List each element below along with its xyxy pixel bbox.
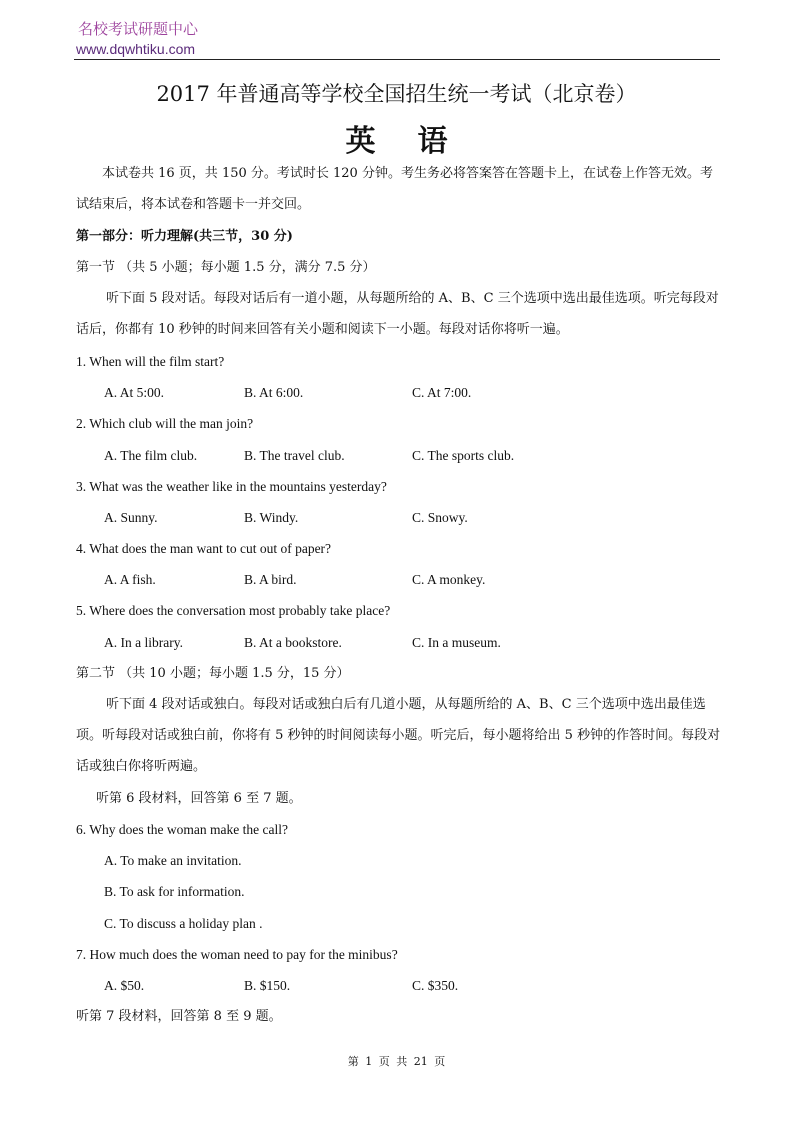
option-a: A. The film club.	[104, 448, 198, 463]
option-b: B. A bird.	[244, 572, 297, 587]
question-4: 4. What does the man want to cut out of paper?	[76, 541, 332, 556]
section1-directions: 听下面 5 段对话。每段对话后有一道小题，从每题所给的 A、B、C 三个选项中选出最佳选项。听完每段对话后，你都有 10 秒钟的时间来回答有关小题和阅读下一小题。每段对话你将听一遍。	[76, 291, 719, 337]
option-b: B. At a bookstore.	[244, 635, 342, 650]
option-c: C. At 7:00.	[412, 385, 472, 400]
material-7-note: 听第 7 段材料，回答第 8 至 9 题。	[76, 1009, 282, 1024]
option-c: C. Snowy.	[412, 510, 468, 525]
option-c: C. To discuss a holiday plan .	[104, 916, 263, 931]
option-c: C. $350.	[412, 978, 459, 993]
option-a: A. Sunny.	[104, 510, 158, 525]
question-3: 3. What was the weather like in the mountains yesterday?	[76, 479, 387, 494]
option-c: C. The sports club.	[412, 448, 515, 463]
option-b: B. Windy.	[244, 510, 299, 525]
question-6-option-b	[104, 883, 704, 901]
question-3-options	[104, 509, 704, 527]
option-a: A. $50.	[104, 978, 145, 993]
section2-directions: 听下面 4 段对话或独白。每段对话或独白后有几道小题，从每题所给的 A、B、C 三个选项中选出最佳选项。听每段对话或独白前，你将有 5 秒钟的时间阅读每小题。听完后，每小题将给出 5 秒钟的作答时间。每段对话或独白你将听两遍。	[76, 697, 721, 774]
question-5: 5. Where does the conversation most probably take place?	[76, 603, 391, 618]
site-name: 名校考试研题中心	[78, 20, 199, 38]
exam-title: 2017 年普通高等学校全国招生统一考试（北京卷）	[156, 82, 637, 106]
question-6-option-c	[104, 915, 704, 933]
question-7: 7. How much does the woman need to pay for the minibus?	[76, 947, 398, 962]
page-number: 第 1 页 共 21 页	[347, 1055, 446, 1068]
option-b: B. To ask for information.	[104, 884, 245, 899]
subject-title: 英语	[345, 124, 490, 159]
material-6-note: 听第 6 段材料，回答第 6 至 7 题。	[96, 791, 302, 806]
question-1-options	[104, 384, 704, 402]
option-b: B. The travel club.	[244, 448, 345, 463]
question-2-options	[104, 447, 704, 465]
question-1: 1. When will the film start?	[76, 354, 225, 369]
option-c: C. In a museum.	[412, 635, 501, 650]
question-6: 6. Why does the woman make the call?	[76, 822, 288, 837]
option-c: C. A monkey.	[412, 572, 486, 587]
header-divider	[74, 59, 720, 60]
option-a: A. In a library.	[104, 635, 183, 650]
option-a: A. A fish.	[104, 572, 156, 587]
instructions: 本试卷共 16 页，共 150 分。考试时长 120 分钟。考生务必将答案答在答题卡上，在试卷上作答无效。考试结束后，将本试卷和答题卡一并交回。	[76, 166, 713, 212]
option-b: B. $150.	[244, 978, 291, 993]
option-b: B. At 6:00.	[244, 385, 304, 400]
option-a: A. To make an invitation.	[104, 853, 242, 868]
section2-heading: 第二节 （共 10 小题；每小题 1.5 分，15 分）	[76, 666, 350, 681]
option-a: A. At 5:00.	[104, 385, 165, 400]
question-7-options	[104, 977, 704, 995]
question-6-option-a	[104, 852, 704, 870]
site-url[interactable]: www.dqwhtiku.com	[76, 41, 196, 57]
section1-heading: 第一节 （共 5 小题；每小题 1.5 分，满分 7.5 分）	[76, 260, 376, 275]
question-5-options	[104, 634, 704, 652]
question-4-options	[104, 571, 704, 589]
part1-heading: 第一部分：听力理解(共三节，30 分)	[76, 229, 293, 244]
question-2: 2. Which club will the man join?	[76, 416, 254, 431]
